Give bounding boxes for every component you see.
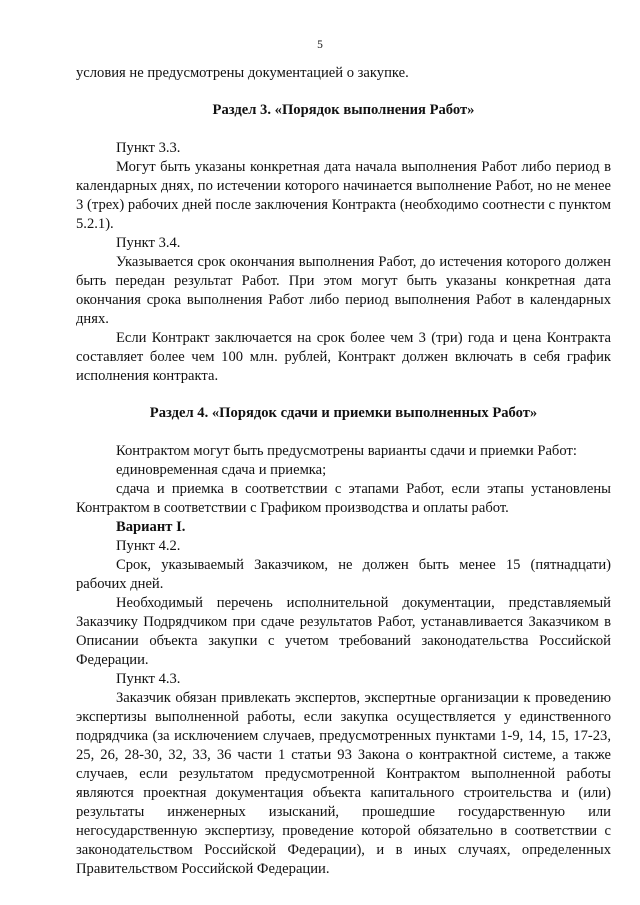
section4-paragraph: единовременная сдача и приемка;: [116, 462, 327, 478]
section4-heading: Раздел 4. «Порядок сдачи и приемки выполненных Работ»: [149, 405, 538, 421]
section4-paragraph: сдача и приемка в соответствии с этапами Работ, если этапы установлены Контрактом в соответствии с Графиком производства и оплаты работ.: [76, 481, 611, 516]
section3-paragraph: Указывается срок окончания выполнения Работ, до истечения которого должен быть передан результат Работ. При этом могут быть указаны конкретная дата окончания срока выполнения Работ либо период выполнения Работ в календарных днях.: [76, 254, 611, 327]
section4-point-4-3: Пункт 4.3.: [116, 671, 181, 687]
section3-paragraph: Если Контракт заключается на срок более чем 3 (три) года и цена Контракта составляет более чем 100 млн. рублей, Контракт должен включать в себя график исполнения контракта.: [76, 330, 611, 384]
variant-heading: Вариант I.: [116, 519, 186, 535]
section3-heading: Раздел 3. «Порядок выполнения Работ»: [212, 102, 475, 118]
section4-paragraph: Необходимый перечень исполнительной документации, представляемый Заказчику Подрядчиком при сдаче результатов Работ, устанавливается Заказчиком в Описании объекта закупки с учетом требований законодательства Российской Федерации.: [76, 595, 611, 668]
document-body: [76, 64, 611, 879]
section4-paragraph: Контрактом могут быть предусмотрены варианты сдачи и приемки Работ:: [116, 443, 577, 459]
section4-paragraph: Срок, указываемый Заказчиком, не должен быть менее 15 (пятнадцати) рабочих дней.: [76, 557, 611, 592]
section4-point-4-2: Пункт 4.2.: [116, 538, 181, 554]
section3-point-3-4: Пункт 3.4.: [116, 235, 181, 251]
intro-line: условия не предусмотрены документацией о закупке.: [76, 65, 409, 81]
section3-point-3-3: Пункт 3.3.: [116, 140, 181, 156]
section4-paragraph: Заказчик обязан привлекать экспертов, экспертные организации к проведению экспертизы выполненной работы, если закупка осуществляется у единственного подрядчика (за исключением случаев, предусмотренных пунктами 1-9, 14, 15, 17-23, 25, 26, 28-30, 32, 33, 36 части 1 статьи 93 Закона о контрактной системе, а также случаев, если результатом предусмотренной Контрактом выполненной работы являются проектная документация объекта капитального строительства и (или) результаты инженерных изысканий, прошедшие государственную или негосударственную экспертизу, проведение которой обязательно в соответствии с законодательством Российской Федерации), и в иных случаях, определенных Правительством Российской Федерации.: [76, 690, 611, 877]
page-number: 5: [317, 39, 323, 51]
section3-paragraph: Могут быть указаны конкретная дата начала выполнения Работ либо период в календарных днях, по истечении которого начинается выполнение Работ, но не менее 3 (трех) рабочих дней после заключения Контракта (необходимо соотнести с пунктом 5.2.1).: [76, 159, 611, 232]
